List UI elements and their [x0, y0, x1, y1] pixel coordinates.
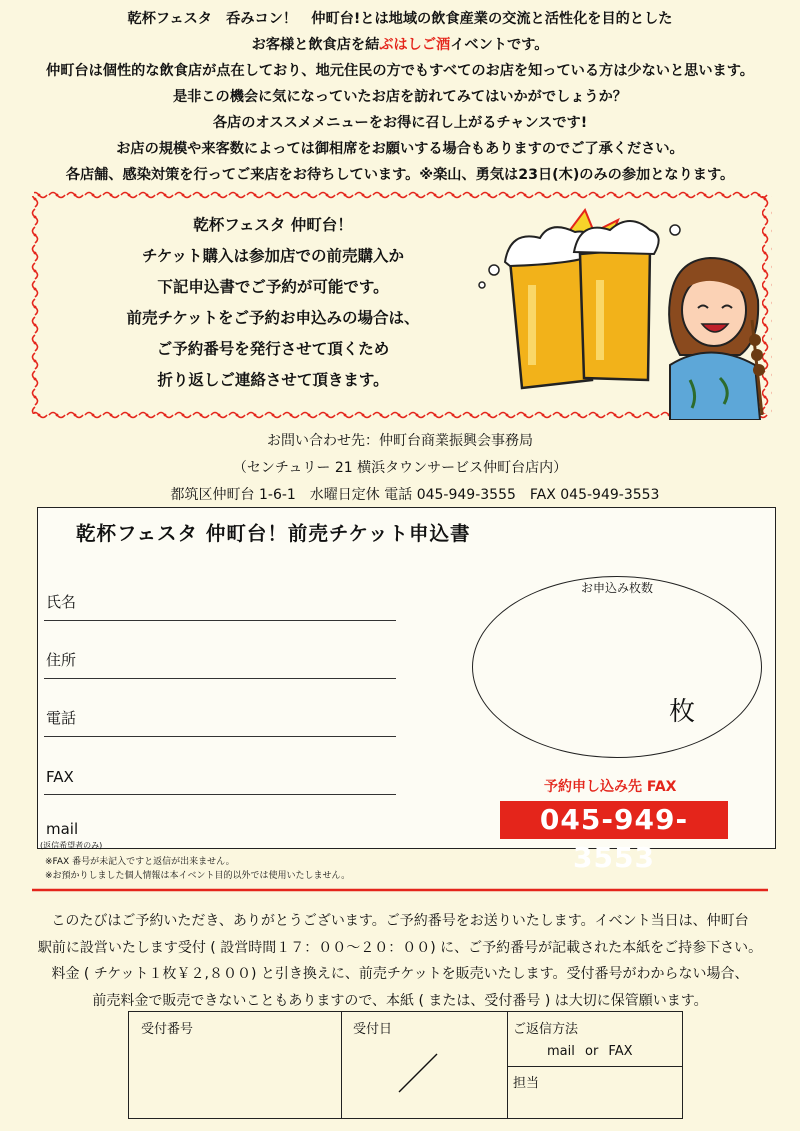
mail-field[interactable]: [40, 802, 396, 850]
intro-line-4: 是非この機会に気になっていたお店を訪れてみてはいかがでしょうか？: [172, 89, 627, 105]
thanks-line-2: 駅前に設営いたします受付 ( 設営時間１７：００～２０：００) に、ご予約番号が記載された本紙をご持参下さい。: [37, 939, 763, 956]
reception-number-cell[interactable]: [129, 1012, 342, 1118]
reservation-fax-number: 045-949-3553: [500, 801, 728, 839]
intro-line-6: お店の規模や来客数によっては御相席をお願いする場合もありますのでご了承ください。: [116, 141, 684, 157]
staff-label: 担当: [513, 1076, 540, 1091]
promo-line-5: ご予約番号を発行させて頂くため: [156, 340, 390, 358]
intro-line-7: 各店舗、感染対策を行ってご来店をお待ちしています。※楽山、勇気は23日(木)のみの参加となります。: [65, 167, 735, 183]
contact-info: [0, 428, 800, 509]
intro-text: [0, 6, 800, 188]
promo-line-3: 下記申込書でご予約が可能です。: [157, 278, 389, 296]
promo-text: [68, 210, 478, 396]
fax-label: FAX: [46, 768, 74, 786]
ticket-count-field[interactable]: [472, 576, 762, 758]
intro-line-5: 各店のオススメメニューをお得に召し上がるチャンスです!: [212, 115, 588, 131]
contact-line-1: お問い合わせ先：仲町台商業振興会事務局: [267, 433, 533, 449]
mail-label: mail: [46, 820, 79, 838]
beer-toast-illustration: [470, 190, 770, 420]
thanks-line-3: 料金 ( チケット１枚￥２,８００) と引き換えに、前売チケットを販売いたします。受付番号がわからない場合、: [51, 966, 749, 982]
address-label: 住所: [46, 651, 77, 669]
reservation-fax-label: 予約申し込み先 FAX: [544, 779, 677, 795]
reply-method-label: ご返信方法: [513, 1022, 579, 1037]
intro-line-1: 乾杯フェスタ 呑みコン！ 仲町台!とは地域の飲食産業の交流と活性化を目的とした: [127, 11, 673, 27]
intro-line-2: [0, 32, 800, 58]
promo-line-4: 前売チケットをご予約お申込みの場合は、: [126, 309, 420, 327]
separator-line: [32, 888, 768, 892]
intro-line-3: 仲町台は個性的な飲食店が点在しており、地元住民の方でもすべてのお店を知っている方は少ないと思います。: [46, 63, 754, 79]
reception-table: [128, 1011, 683, 1119]
date-slash-mark: [341, 1012, 507, 1118]
reception-date-cell[interactable]: [341, 1012, 508, 1118]
reception-number-label: 受付番号: [141, 1022, 194, 1037]
thanks-line-4: 前売料金で販売できないこともありますので、本紙 ( または、受付番号 ) は大切に保管願います。: [92, 992, 708, 1009]
phone-label: 電話: [46, 709, 77, 727]
contact-line-3: 都筑区仲町台 1-6-1 水曜日定休 電話 045-949-3555 FAX 045-949-3553: [170, 487, 660, 503]
reply-method-options[interactable]: mail or FAX: [547, 1044, 633, 1059]
reply-divider: [507, 1066, 682, 1067]
intro-highlight: ぶはしご酒: [379, 37, 451, 53]
thanks-line-1: このたびはご予約いただき、ありがとうございます。ご予約番号をお送りいたします。イベント当日は、仲町台: [51, 913, 749, 929]
note-2: ※お預かりしました個人情報は本イベント目的以外では使用いたしません。: [45, 871, 351, 881]
contact-line-2: （センチュリー 21 横浜タウンサービス仲町台店内）: [232, 460, 568, 476]
promo-line-1: 乾杯フェスタ 仲町台！: [193, 216, 353, 234]
reception-date-label: 受付日: [353, 1022, 393, 1037]
fax-field[interactable]: [44, 758, 396, 795]
promo-line-6: 折り返しご連絡させて頂きます。: [157, 371, 389, 389]
form-notes: [45, 855, 350, 883]
address-field[interactable]: [44, 642, 396, 679]
note-1: ※FAX 番号が未記入ですと返信が出来ません。: [45, 857, 235, 867]
form-title: 乾杯フェスタ 仲町台！前売チケット申込書: [76, 522, 471, 545]
reception-instructions: [0, 908, 800, 1014]
name-label: 氏名: [46, 593, 77, 611]
intro-line-2-post: イベントです。: [450, 37, 549, 53]
name-field[interactable]: [44, 584, 396, 621]
promo-line-2: チケット購入は参加店での前売購入か: [141, 247, 405, 265]
ticket-count-unit: 枚: [669, 697, 696, 727]
intro-line-2-pre: お客様と飲食店を結: [251, 37, 380, 53]
reply-method-cell: [507, 1012, 682, 1118]
mail-sublabel: (返信希望者のみ): [40, 841, 103, 850]
ticket-count-caption: お申込み枚数: [580, 581, 653, 595]
phone-field[interactable]: [44, 700, 396, 737]
